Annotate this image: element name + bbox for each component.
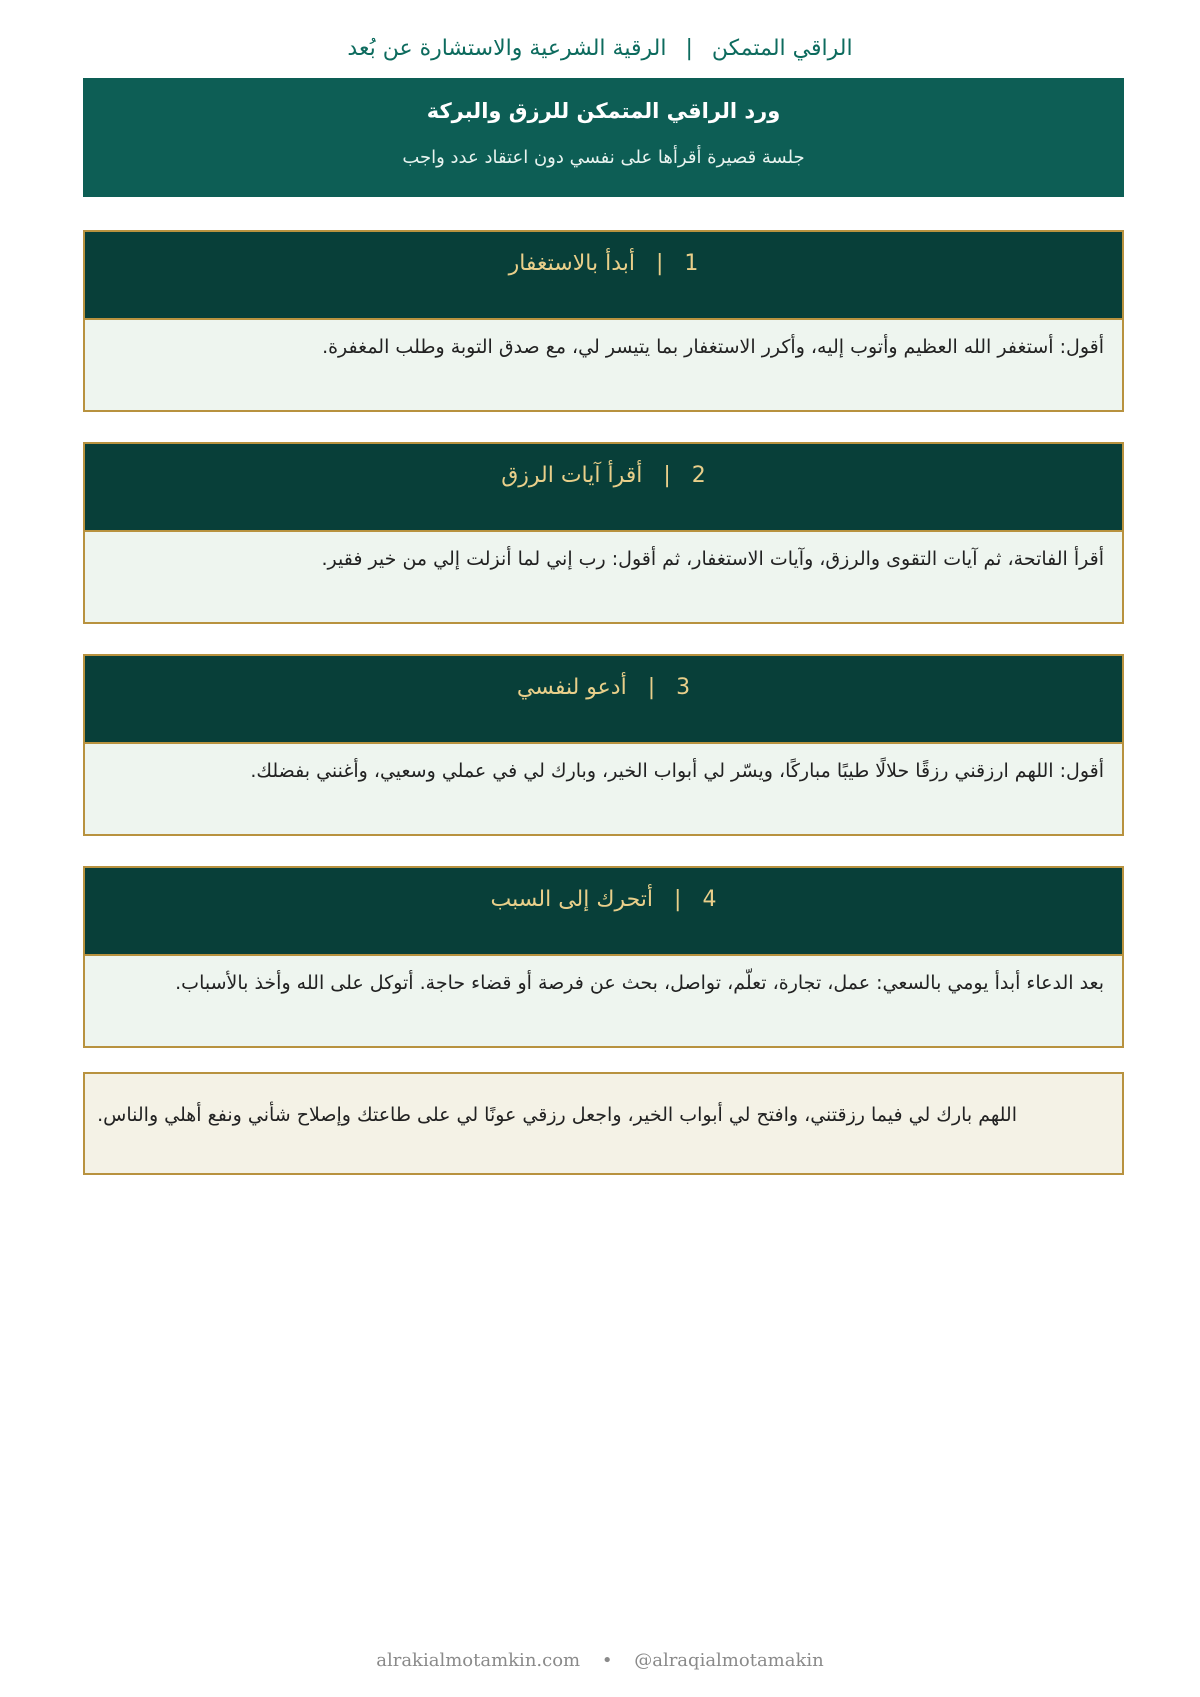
step-text: أقول: اللهم ارزقني رزقًا حلالًا طيبًا مباركًا، ويسّر لي أبواب الخير، وبارك لي في عملي وسعيي، وأغنني بفضلك. <box>250 760 1104 782</box>
step-header <box>85 656 1122 744</box>
step-title: أقرأ آيات الرزق <box>501 463 643 488</box>
step-header <box>85 444 1122 532</box>
step-text: بعد الدعاء أبدأ يومي بالسعي: عمل، تجارة، تعلّم، تواصل، بحث عن فرصة أو قضاء حاجة. أتوكل على الله وأخذ بالأسباب. <box>175 972 1104 994</box>
step-separator: | <box>655 251 664 276</box>
footer-social-handle[interactable]: @alraqialmotamakin <box>634 1650 824 1671</box>
step-card-2 <box>83 442 1124 624</box>
step-number: 2 <box>691 463 706 488</box>
site-brand: الراقي المتمكن <box>711 36 853 61</box>
closing-dua-text: اللهم بارك لي فيما رزقتني، وافتح لي أبواب الخير، واجعل رزقي عونًا لي على طاعتك وإصلاح شأني ونفع أهلي والناس. <box>97 1104 1017 1126</box>
page-subtitle: جلسة قصيرة أقرأها على نفسي دون اعتقاد عدد واجب <box>402 147 805 168</box>
step-title: أدعو لنفسي <box>516 675 627 700</box>
step-card-1 <box>83 230 1124 412</box>
step-text: أقول: أستغفر الله العظيم وأتوب إليه، وأكرر الاستغفار بما يتيسر لي، مع صدق التوبة وطلب المغفرة. <box>322 336 1104 358</box>
step-number: 4 <box>702 887 717 912</box>
step-header <box>85 232 1122 320</box>
page-title: ورد الراقي المتمكن للرزق والبركة <box>426 99 781 123</box>
step-number: 3 <box>676 675 691 700</box>
footer-dot: • <box>601 1650 613 1671</box>
page-footer <box>0 1648 1200 1674</box>
step-title: أبدأ بالاستغفار <box>508 251 635 276</box>
step-separator: | <box>674 887 682 912</box>
step-title: أتحرك إلى السبب <box>490 887 654 912</box>
step-number: 1 <box>684 251 699 276</box>
site-tagline: الرقية الشرعية والاستشارة عن بُعد <box>347 36 667 61</box>
title-banner <box>83 78 1124 197</box>
step-text: أقرأ الفاتحة، ثم آيات التقوى والرزق، وآيات الاستغفار، ثم أقول: رب إني لما أنزلت إلي من خير فقير. <box>321 548 1104 570</box>
step-header <box>85 868 1122 956</box>
footer-website-link[interactable]: alrakialmotamkin.com <box>376 1650 581 1671</box>
header-separator: | <box>685 36 693 61</box>
step-separator: | <box>663 463 671 488</box>
step-separator: | <box>647 675 656 700</box>
step-card-4 <box>83 866 1124 1048</box>
step-card-3 <box>83 654 1124 836</box>
closing-dua-box <box>83 1072 1124 1175</box>
site-header <box>0 34 1200 64</box>
